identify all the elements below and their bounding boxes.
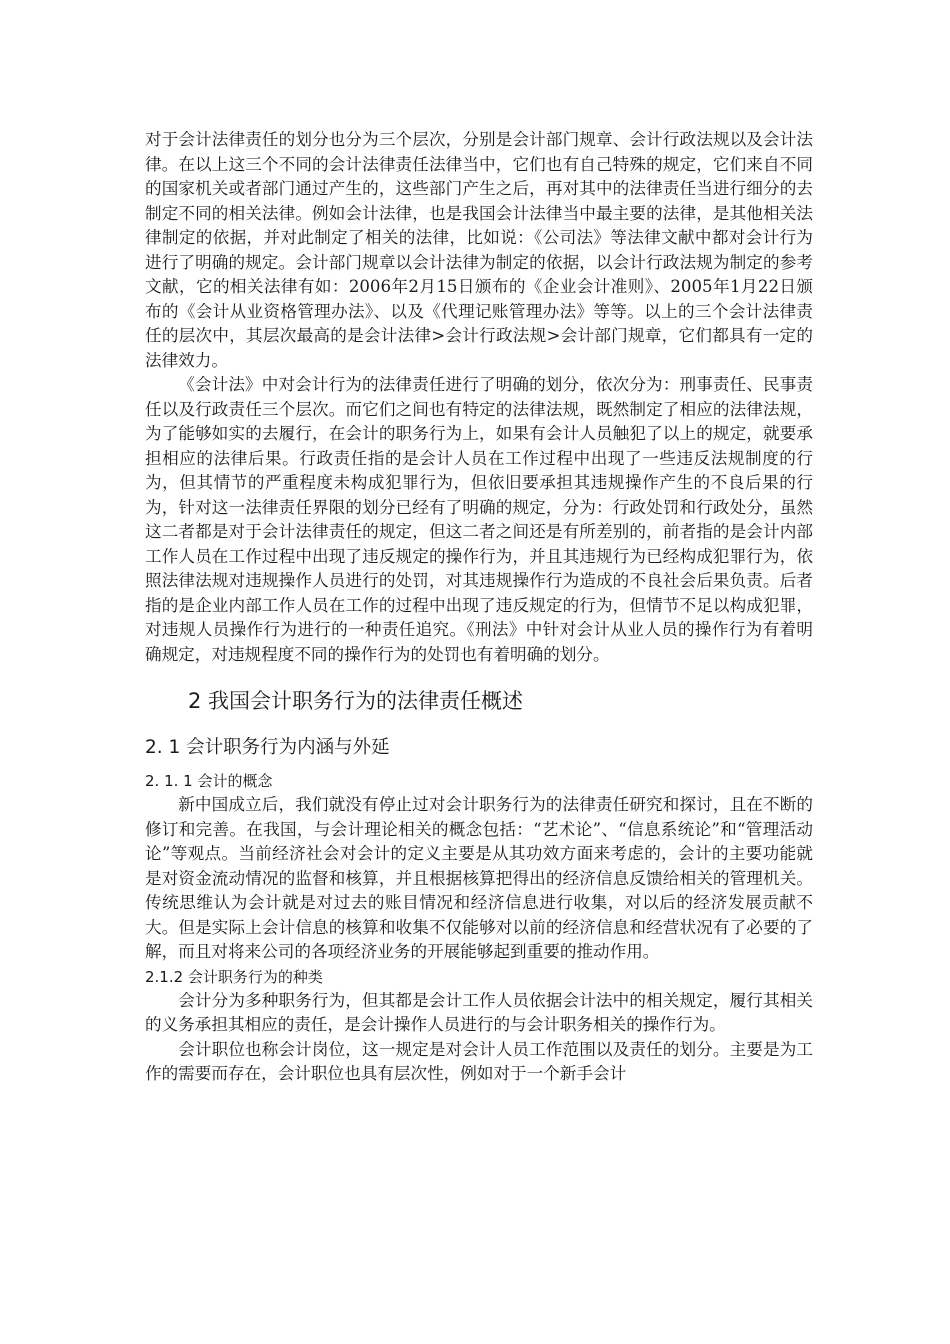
- subsubsection-heading: 2.1.2 会计职务行为的种类: [145, 967, 323, 986]
- subsubsection-heading: 2. 1. 1 会计的概念: [145, 772, 273, 790]
- section-heading: 2 我国会计职务行为的法律责任概述: [188, 689, 524, 713]
- body-paragraph: 新中国成立后，我们就没有停止过对会计职务行为的法律责任研究和探讨，且在不断的修订和完善。在我国，与会计理论相关的概念包括：“艺术论”、“信息系统论”和“管理活动论”等观点。当前经济社会对会计的定义主要是从其功效方面来考虑的，会计的主要功能就是对资金流动情况的监督和核算，并且根据核算把得出的经济信息反馈给相关的管理机关。传统思维认为会计就是对过去的账目情况和经济信息进行收集，对以后的经济发展贡献不大。但是实际上会计信息的核算和收集不仅能够对以前的经济信息和经营状况有了必要的了解，而且对将来公司的各项经济业务的开展能够起到重要的推动作用。: [145, 795, 813, 961]
- body-paragraph: 《会计法》中对会计行为的法律责任进行了明确的划分，依次分为：刑事责任、民事责任以及行政责任三个层次。而它们之间也有特定的法律法规，既然制定了相应的法律法规，为了能够如实的去履行，在会计的职务行为上，如果有会计人员触犯了以上的规定，就要承担相应的法律后果。行政责任指的是会计人员在工作过程中出现了一些违反法规制度的行为，但其情节的严重程度未构成犯罪行为，但依旧要承担其违规操作产生的不良后果的行为，针对这一法律责任界限的划分已经有了明确的规定，分为：行政处罚和行政处分，虽然这二者都是对于会计法律责任的规定，但这二者之间还是有所差别的，前者指的是会计内部工作人员在工作过程中出现了违反规定的操作行为，并且其违规行为已经构成犯罪行为，依照法律法规对违规操作人员进行的处罚，对其违规操作行为造成的不良社会后果负责。后者指的是企业内部工作人员在工作的过程中出现了违反规定的行为，但情节不足以构成犯罪，对违规人员操作行为进行的一种责任追究。《刑法》中针对会计从业人员的操作行为有着明确规定，对违规程度不同的操作行为的处罚也有着明确的划分。: [145, 375, 813, 664]
- document-page: [145, 128, 813, 1087]
- body-paragraph: 会计职位也称会计岗位，这一规定是对会计人员工作范围以及责任的划分。主要是为工作的需要而存在，会计职位也具有层次性，例如对于一个新手会计: [145, 1039, 813, 1083]
- body-paragraph: 会计分为多种职务行为，但其都是会计工作人员依据会计法中的相关规定，履行其相关的义务承担其相应的责任，是会计操作人员进行的与会计职务相关的操作行为。: [145, 990, 813, 1034]
- body-paragraph: 对于会计法律责任的划分也分为三个层次，分别是会计部门规章、会计行政法规以及会计法律。在以上这三个不同的会计法律责任法律当中，它们也有自己特殊的规定，它们来自不同的国家机关或者部门通过产生的，这些部门产生之后，再对其中的法律责任当进行细分的去制定不同的相关法律。例如会计法律，也是我国会计法律当中最主要的法律，是其他相关法律制定的依据，并对此制定了相关的法律，比如说：《公司法》等法律文献中都对会计行为进行了明确的规定。会计部门规章以会计法律为制定的依据，以会计行政法规为制定的参考文献，它的相关法律有如：2006年2月15日颁布的《企业会计准则》、2005年1月22日颁布的《会计从业资格管理办法》、以及《代理记账管理办法》等等。以上的三个会计法律责任的层次中，其层次最高的是会计法律>会计行政法规>会计部门规章，它们都具有一定的法律效力。: [145, 130, 813, 370]
- subsection-heading: 2. 1 会计职务行为内涵与外延: [145, 737, 390, 758]
